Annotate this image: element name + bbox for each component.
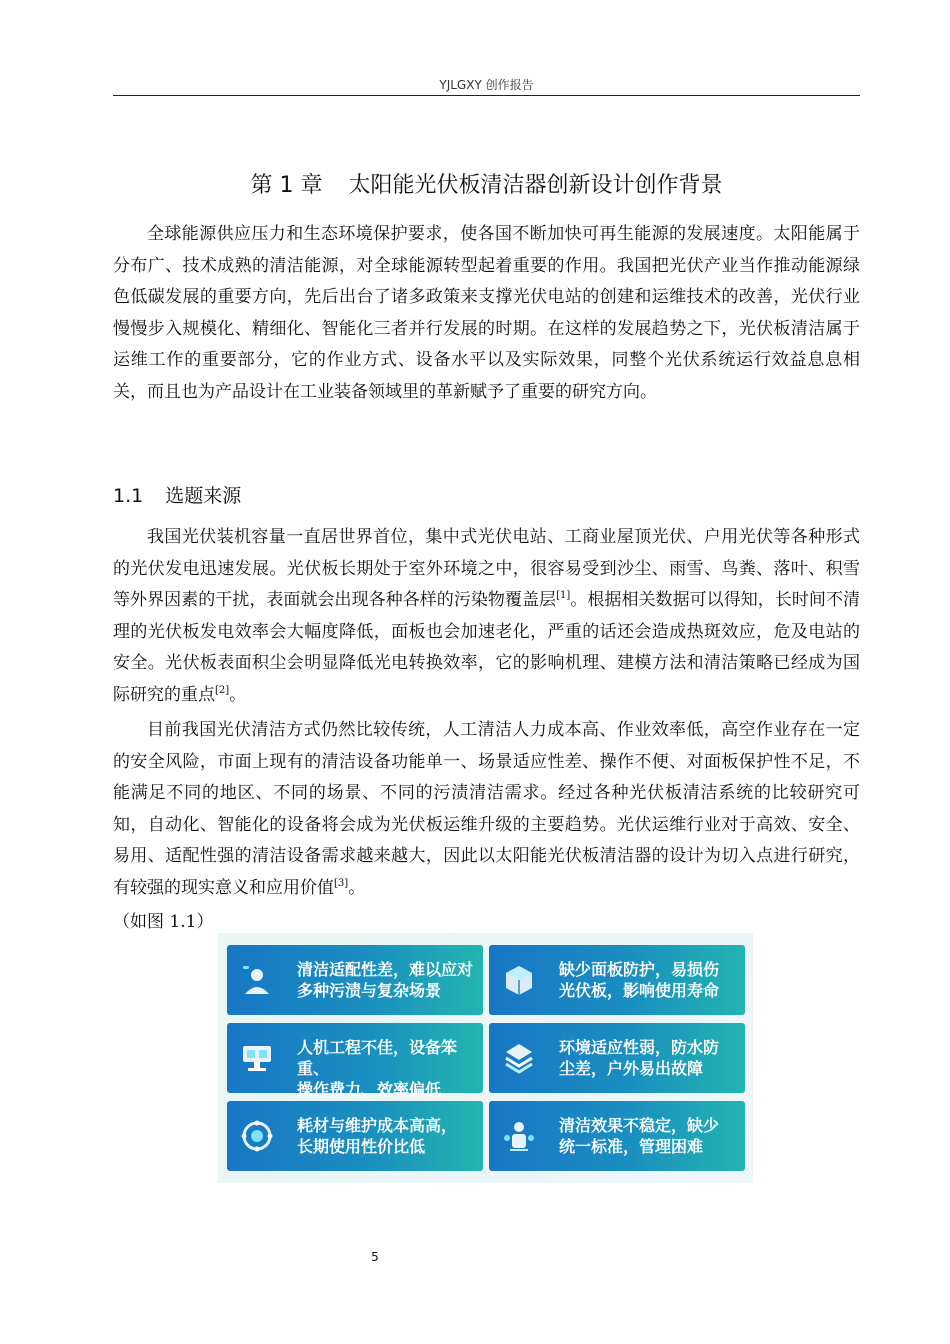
- problem-card: [227, 1023, 483, 1099]
- problem-card: [489, 1101, 745, 1171]
- card-line: 环境适应性弱，防水防: [559, 1038, 720, 1057]
- paragraph-text: 。: [229, 684, 247, 705]
- section-number: 1.1: [113, 485, 144, 507]
- chapter-title-text: 太阳能光伏板清洁器创新设计创作背景: [348, 173, 723, 198]
- paragraph-status: [113, 715, 860, 905]
- layers-icon: [501, 1040, 537, 1076]
- problem-card: [489, 945, 745, 1015]
- coin-cycle-icon: [239, 1118, 275, 1154]
- citation-ref: [3]: [334, 877, 349, 889]
- card-line: 操作费力、效率偏低: [297, 1080, 442, 1099]
- intro-paragraph: 全球能源供应压力和生态环境保护要求，使各国不断加快可再生能源的发展速度。太阳能属于分布广、技术成熟的清洁能源，对全球能源转型起着重要的作用。我国把光伏产业当作推动能源绿色低碳发展的重要方向，先后出台了诸多政策来支撑光伏电站的创建和运维技术的改善，光伏行业慢慢步入规模化、精细化、智能化三者并行发展的时期。在这样的发展趋势之下，光伏板清洁属于运维工作的重要部分，它的作业方式、设备水平以及实际效果，同整个光伏系统运行效益息息相关，而且也为产品设计在工业装备领域里的革新赋予了重要的研究方向。: [113, 224, 860, 402]
- citation-ref: [2]: [215, 684, 230, 696]
- paragraph-text: 我国光伏装机容量一直居世界首位，集中式光伏电站、工商业屋顶光伏、户用光伏等各种形式的光伏发电迅速发展。光伏板长期处于室外环境之中，很容易受到沙尘、雨雪、鸟粪、落叶、积雪等外界因素的干扰，表面就会出现各种各样的污染物覆盖层: [113, 527, 860, 611]
- citation-ref: [1]: [556, 590, 571, 602]
- card-line: 光伏板，影响使用寿命: [559, 981, 720, 1000]
- figure-reference: （如图 1.1）: [113, 912, 214, 932]
- card-line: 统一标准，管理困难: [559, 1137, 704, 1156]
- card-line: 清洁效果不稳定，缺少: [559, 1116, 720, 1135]
- paragraph-text: 目前我国光伏清洁方式仍然比较传统，人工清洁人力成本高、作业效率低，高空作业存在一定的安全风险，市面上现有的清洁设备功能单一、场景适应性差、操作不便、对面板保护性不足，不能满足不同的地区、不同的场景、不同的污渍清洁需求。经过各种光伏板清洁系统的比较研究可知，自动化、智能化的设备将会成为光伏板运维升级的主要趋势。光伏运维行业对于高效、安全、易用、适配性强的清洁设备需求越来越大，因此以太阳能光伏板清洁器的设计为切入点进行研究，有较强的现实意义和应用价值: [113, 720, 860, 898]
- section-title-text: 选题来源: [165, 485, 242, 507]
- paragraph-text: 。根据相关数据可以得知，长时间不清理的光伏板发电效率会大幅度降低，面板也会加速老化，严重的话还会造成热斑效应，危及电站的安全。光伏板表面积尘会明显降低光电转换效率，它的影响机理、建模方法和清洁策略已经成为国际研究的重点: [113, 590, 861, 705]
- workstation-icon: [239, 1040, 275, 1076]
- card-line: 长期使用性价比低: [297, 1137, 426, 1156]
- card-line: 缺少面板防护，易损伤: [559, 960, 720, 979]
- card-line: 多种污渍与复杂场景: [297, 981, 442, 1000]
- header-rule: [113, 95, 860, 96]
- problem-card: [227, 1101, 483, 1171]
- person-cleaning-icon: [239, 962, 275, 998]
- chapter-title: [113, 168, 860, 199]
- card-line: 尘差，户外易出故障: [559, 1059, 704, 1078]
- paragraph-source: [113, 522, 860, 712]
- card-line: 清洁适配性差，难以应对: [297, 960, 474, 979]
- chapter-number: 第 1 章: [250, 173, 323, 198]
- card-line: 人机工程不佳，设备笨重、: [297, 1038, 458, 1078]
- figure-1-1: [218, 933, 753, 1183]
- problem-card: [227, 945, 483, 1015]
- paragraph-text: 。: [348, 877, 366, 898]
- problem-card: [489, 1023, 745, 1093]
- cube-icon: [501, 962, 537, 998]
- card-line: 耗材与维护成本高高，: [297, 1116, 458, 1135]
- page-number: 5: [371, 1250, 379, 1264]
- section-title: [113, 481, 241, 508]
- page-header: YJLGXY 创作报告: [439, 78, 534, 92]
- team-icon: [501, 1118, 537, 1154]
